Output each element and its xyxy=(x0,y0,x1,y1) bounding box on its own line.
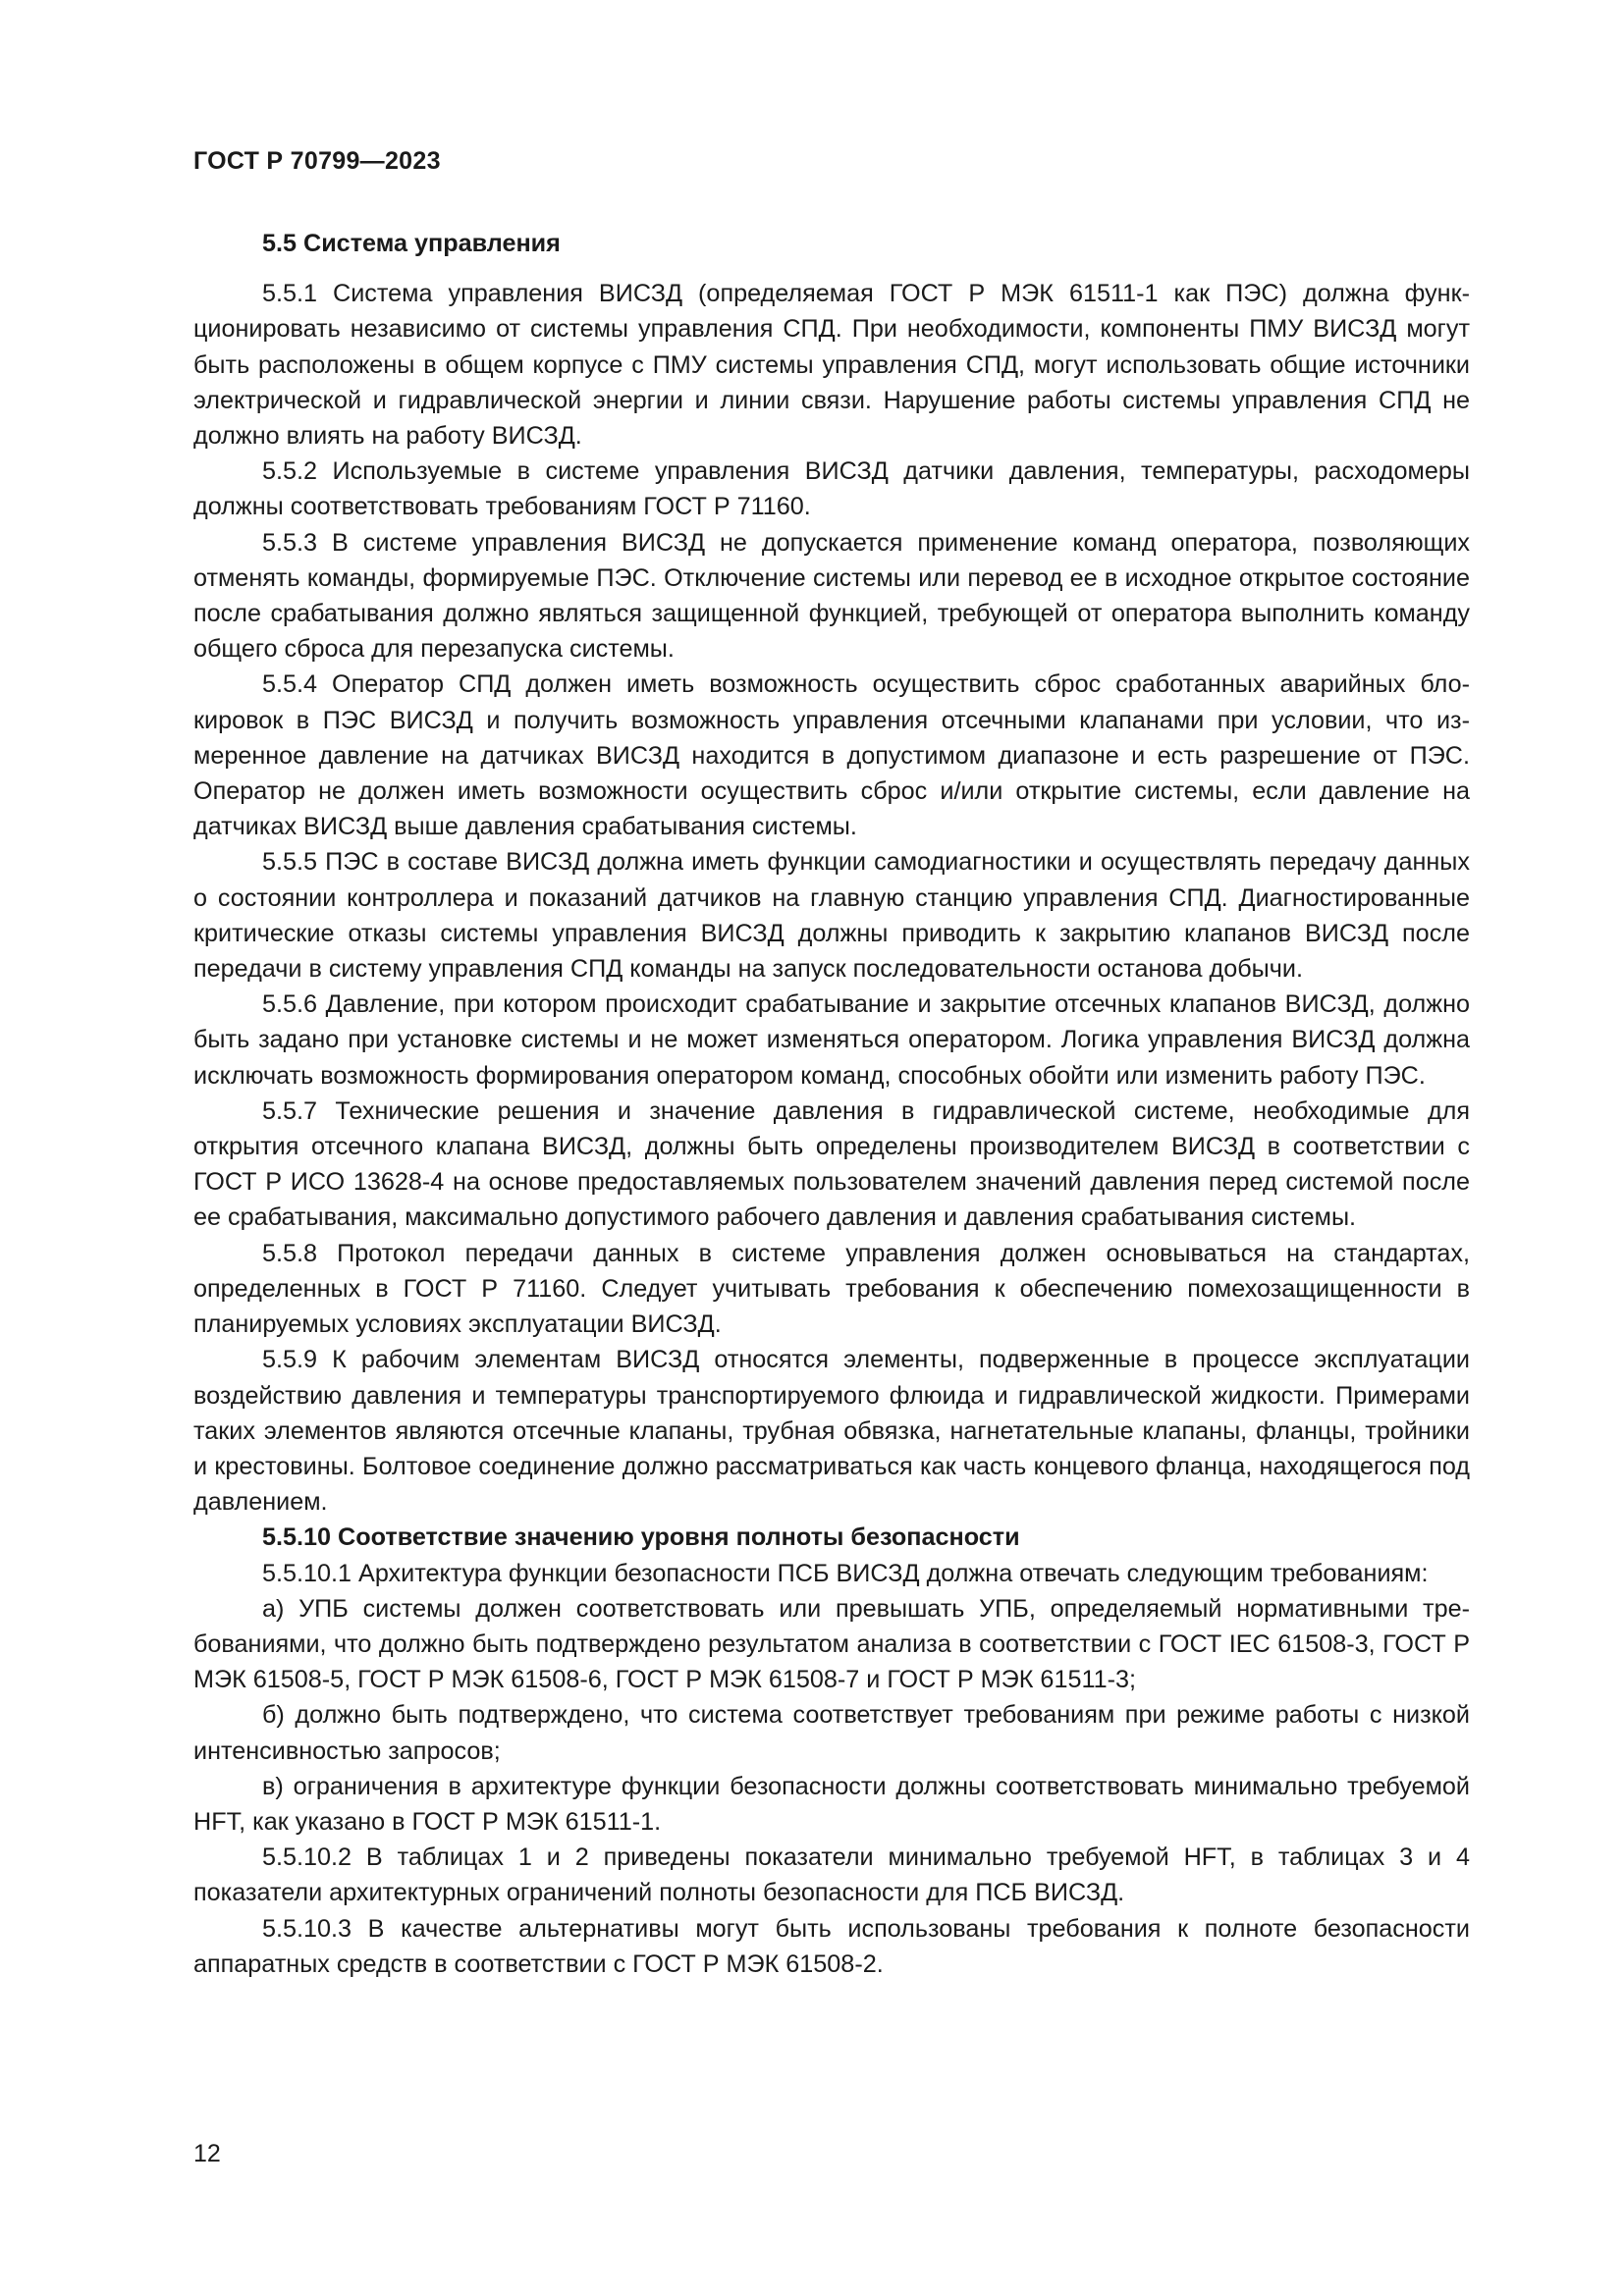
section-title: 5.5 Система управления xyxy=(262,230,561,257)
paragraph-5-5-3: 5.5.3 В системе управления ВИСЗД не допускается применение команд оператора, позволяющих отменять команды, формируемые ПЭС. Отключение системы или перевод ее в исходное открытое состояние после срабатывания должно являться защищенной функцией, требующей от оператора выполнить команду общего сброса для перезапуска системы. xyxy=(193,528,1470,664)
document-page xyxy=(193,0,1470,2296)
list-item-b: б) должно быть подтверждено, что система соответствует требованиям при режиме работы с низкой интенсивностью запросов; xyxy=(193,1701,1470,1765)
standard-designation: ГОСТ Р 70799—2023 xyxy=(193,147,441,175)
paragraph-5-5-10-3: 5.5.10.3 В качестве альтернативы могут быть использованы требования к полноте безопасности аппаратных средств в соответствии с ГОСТ Р МЭК 61508-2. xyxy=(193,1914,1470,1978)
paragraph-5-5-9: 5.5.9 К рабочим элементам ВИСЗД относятся элементы, подверженные в процессе эксплуатации воздействию давления и температуры транспортируемого флюида и гидравлической жидкости. Примерами таких элементов являются отсечные клапаны, трубная обвязка, нагнетательные клапаны, фланцы, тройники и крестовины. Болтовое соединение должно рассматриваться как часть концевого фланца, находящегося под давлением. xyxy=(193,1346,1470,1517)
paragraph-5-5-5: 5.5.5 ПЭС в составе ВИСЗД должна иметь функции самодиагностики и осуществлять передачу данных о состоянии контроллера и показаний датчиков на главную станцию управления СПД. Диагностированные критические отказы системы управления ВИСЗД должны приводить к закрытию клапанов ВИСЗД после передачи в систему управления СПД команды на запуск последовательности останова добычи. xyxy=(193,848,1470,984)
paragraph-5-5-10-2: 5.5.10.2 В таблицах 1 и 2 приведены показатели минимально требуемой HFT, в таблицах 3 и 4 показатели архитектурных ограничений полноты безопасности для ПСБ ВИСЗД. xyxy=(193,1843,1470,1907)
subsection-title: 5.5.10 Соответствие значению уровня полноты безопасности xyxy=(262,1523,1020,1552)
list-item-v: в) ограничения в архитектуре функции безопасности должны соответствовать минимально требуемой HFT, как указано в ГОСТ Р МЭК 61511-1. xyxy=(193,1772,1470,1836)
paragraph-5-5-8: 5.5.8 Протокол передачи данных в системе управления должен основываться на стандартах, определенных в ГОСТ Р 71160. Следует учитывать требования к обеспечению помехозащищенности в планируемых условиях эксплуатации ВИСЗД. xyxy=(193,1239,1470,1339)
paragraph-5-5-7: 5.5.7 Технические решения и значение давления в гидравлической системе, необходимые для открытия отсечного клапана ВИСЗД, должны быть определены производителем ВИСЗД в соответствии с ГОСТ Р ИСО 13628-4 на основе предоставляемых пользователем значений давления перед системой после ее срабатывания, максимально допустимого рабочего давления и давления срабатывания системы. xyxy=(193,1096,1470,1232)
list-item-a: а) УПБ системы должен соответствовать или превышать УПБ, определяемый нормативными требованиями, что должно быть подтверждено результатом анализа в соответствии с ГОСТ IEC 61508-3, ГОСТ Р МЭК 61508-5, ГОСТ Р МЭК 61508-6, ГОСТ Р МЭК 61508-7 и ГОСТ Р МЭК 61511-3; xyxy=(193,1594,1470,1694)
paragraph-5-5-2: 5.5.2 Используемые в системе управления ВИСЗД датчики давления, температуры, расходомеры должны соответствовать требованиям ГОСТ Р 71160. xyxy=(193,457,1470,521)
paragraph-5-5-4: 5.5.4 Оператор СПД должен иметь возможность осуществить сброс сработанных аварийных блокировок в ПЭС ВИСЗД и получить возможность управления отсечными клапанами при условии, что измеренное давление на датчиках ВИСЗД находится в допустимом диапазоне и есть разрешение от ПЭС. Оператор не должен иметь возможности осуществить сброс и/или открытие системы, если давление на датчиках ВИСЗД выше давления срабатывания системы. xyxy=(193,670,1470,841)
paragraph-5-5-6: 5.5.6 Давление, при котором происходит срабатывание и закрытие отсечных клапанов ВИСЗД, должно быть задано при установке системы и не может изменяться оператором. Логика управления ВИСЗД должна исключать возможность формирования оператором команд, способных обойти или изменить работу ПЭС. xyxy=(193,990,1470,1090)
paragraph-5-5-1: 5.5.1 Система управления ВИСЗД (определяемая ГОСТ Р МЭК 61511-1 как ПЭС) должна функционировать независимо от системы управления СПД. При необходимости, компоненты ПМУ ВИСЗД могут быть расположены в общем корпусе с ПМУ системы управления СПД, могут использовать общие источники электрической и гидравлической энергии и линии связи. Нарушение работы системы управления СПД не должно влиять на работу ВИСЗД. xyxy=(193,280,1470,451)
section-content xyxy=(193,226,1470,1982)
paragraph-5-5-10-1: 5.5.10.1 Архитектура функции безопасности ПСБ ВИСЗД должна отвечать следующим требованиям: xyxy=(262,1559,1429,1587)
page-number: 12 xyxy=(193,2140,221,2167)
